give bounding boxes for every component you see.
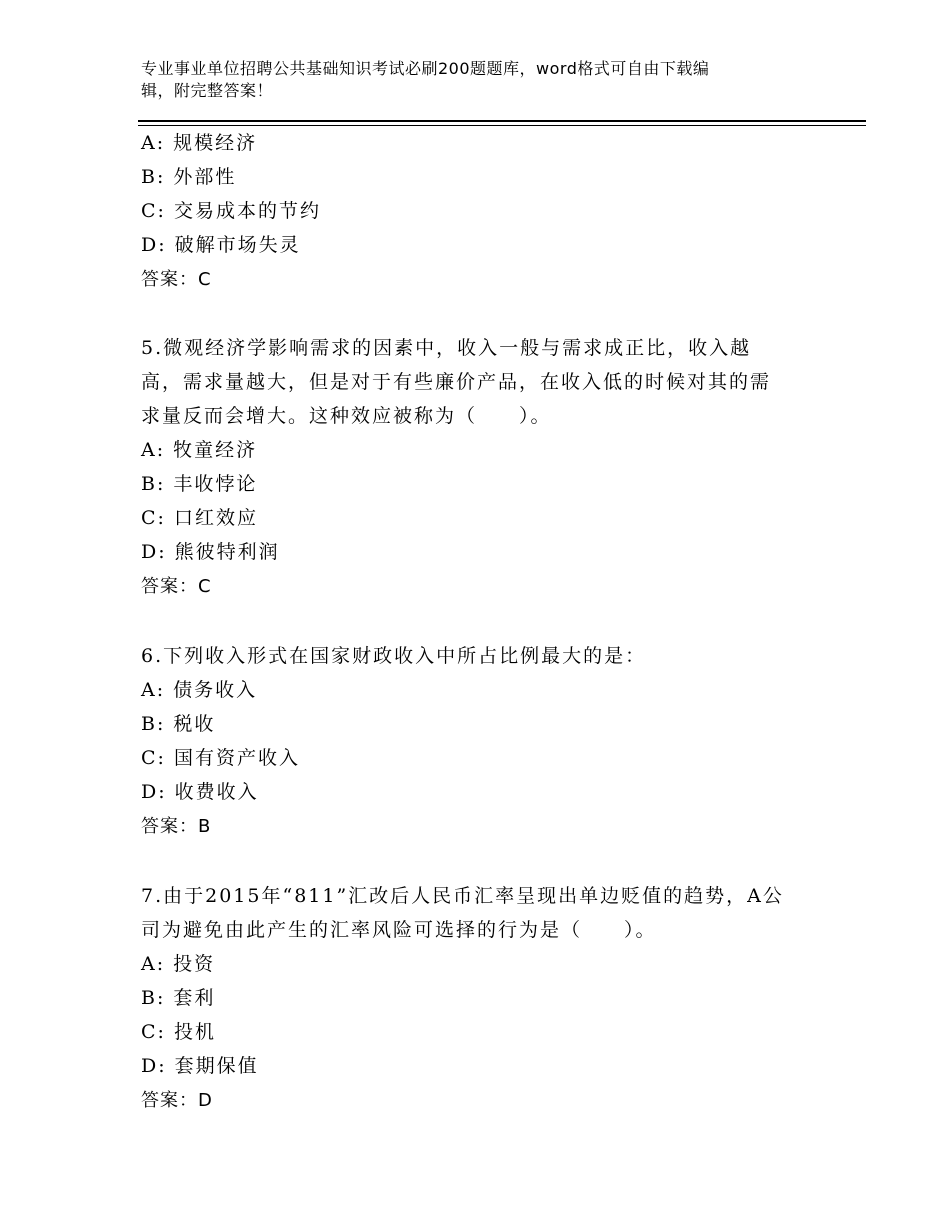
q6-option-d: D: 收费收入	[141, 781, 259, 803]
q7-option-c: C: 投机	[141, 1021, 216, 1043]
header-line-2: 辑，附完整答案！	[141, 81, 274, 100]
q7-stem-line-2: 司为避免由此产生的汇率风险可选择的行为是（ ）。	[141, 919, 657, 941]
q6-option-a: A: 债务收入	[141, 679, 258, 701]
q4-option-d: D: 破解市场失灵	[141, 234, 301, 256]
q7-stem-line-1: 7.由于2015年“811”汇改后人民币汇率呈现出单边贬值的趋势，A公	[141, 885, 784, 907]
header-divider-thick	[138, 120, 866, 122]
q5-answer: 答案：C	[141, 576, 212, 597]
q5-option-d: D: 熊彼特利润	[141, 541, 280, 563]
q7-option-d: D: 套期保值	[141, 1055, 259, 1077]
page-header	[141, 58, 791, 102]
q6-option-c: C: 国有资产收入	[141, 747, 300, 769]
q5-stem-line-1: 5.微观经济学影响需求的因素中，收入一般与需求成正比，收入越	[141, 337, 752, 359]
q6-stem-line-1: 6.下列收入形式在国家财政收入中所占比例最大的是：	[141, 645, 647, 667]
q4-option-a: A: 规模经济	[141, 132, 258, 154]
header-divider-thin	[138, 125, 866, 126]
q4-option-c: C: 交易成本的节约	[141, 200, 321, 222]
q7-answer: 答案：D	[141, 1090, 213, 1111]
q5-stem-line-2: 高，需求量越大，但是对于有些廉价产品，在收入低的时候对其的需	[141, 371, 772, 393]
q5-stem-line-3: 求量反而会增大。这种效应被称为（ ）。	[141, 405, 552, 427]
q5-option-b: B: 丰收悖论	[141, 473, 258, 495]
q7-option-a: A: 投资	[141, 953, 216, 975]
q6-answer: 答案：B	[141, 816, 212, 837]
q6-option-b: B: 税收	[141, 713, 216, 735]
q5-option-a: A: 牧童经济	[141, 439, 258, 461]
q4-answer: 答案：C	[141, 269, 212, 290]
q7-option-b: B: 套利	[141, 987, 216, 1009]
header-line-1: 专业事业单位招聘公共基础知识考试必刷200题题库，word格式可自由下载编	[141, 59, 710, 78]
q4-option-b: B: 外部性	[141, 166, 237, 188]
q5-option-c: C: 口红效应	[141, 507, 258, 529]
